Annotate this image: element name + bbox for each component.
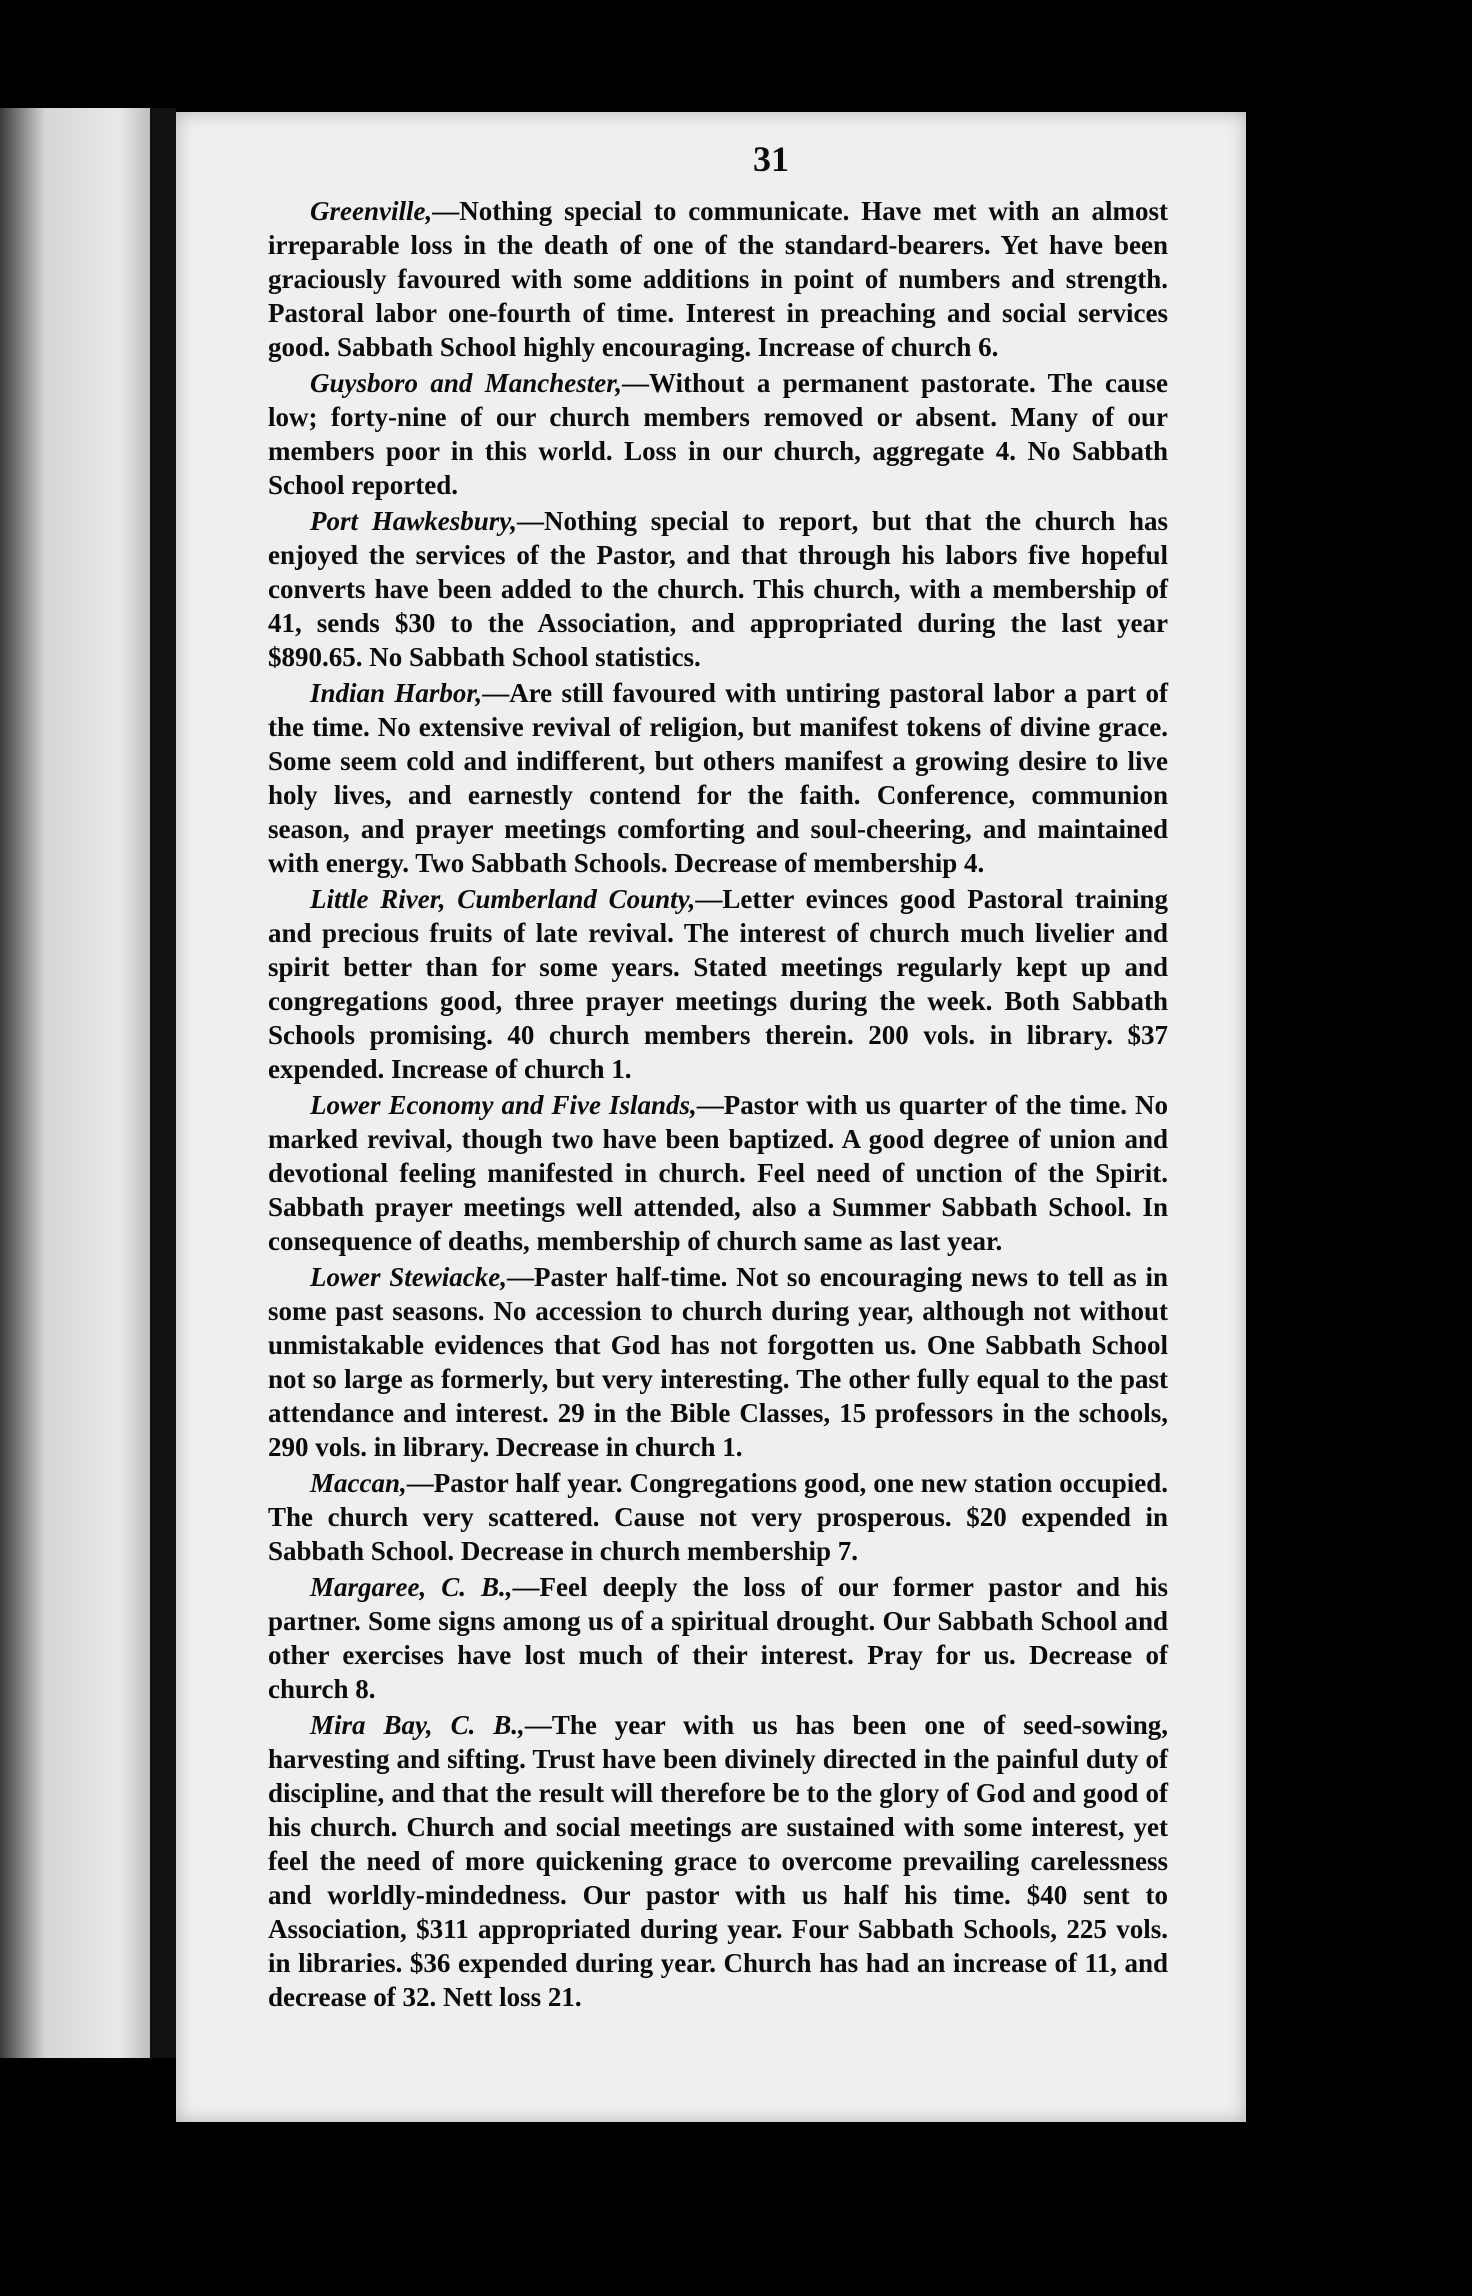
church-report-entry [268, 504, 1168, 674]
report-text: —Letter evinces good Pastoral training and precious fruits of late revival. The interest of church much livelier and spirit better than for some years. Stated meetings regularly kept up and congregations good, three prayer meetings during the week. Both Sabbath Schools promising. 40 church members therein. 200 vols. in library. $37 expended. Increase of church 1. [268, 884, 1168, 1084]
church-name: Greenville, [310, 196, 433, 226]
report-text: —Feel deeply the loss of our former pastor and his partner. Some signs among us of a spiritual drought. Our Sabbath School and other exercises have lost much of their interest. Pray for us. Decrease of church 8. [268, 1572, 1168, 1704]
report-text: —Pastor half year. Congregations good, one new station occupied. The church very scattered. Cause not very prosperous. $20 expended in Sabbath School. Decrease in church membership 7. [268, 1468, 1168, 1566]
page-number: 31 [753, 139, 789, 179]
church-name: Little River, Cumberland County, [310, 884, 696, 914]
church-name: Margaree, C. B., [310, 1572, 513, 1602]
report-text: —Without a permanent pastorate. The cause low; forty-nine of our church members removed or absent. Many of our members poor in this world. Loss in our church, aggregate 4. No Sabbath School reported. [268, 368, 1168, 500]
church-name: Mira Bay, C. B., [310, 1710, 525, 1740]
report-text: —Nothing special to communicate. Have met with an almost irreparable loss in the death of one of the standard-bearers. Yet have been graciously favoured with some additions in point of numbers and strength. Pastoral labor one-fourth of time. Interest in preaching and social services good. Sabbath School highly encouraging. Increase of church 6. [268, 196, 1168, 362]
church-report-entry [268, 1708, 1168, 2014]
church-name: Maccan, [310, 1468, 407, 1498]
church-report-entry [268, 1570, 1168, 1706]
report-body [268, 194, 1168, 2016]
church-name: Port Hawkesbury, [310, 506, 517, 536]
church-report-entry [268, 194, 1168, 364]
church-report-entry [268, 1088, 1168, 1258]
church-report-entry [268, 1260, 1168, 1464]
report-text: —Are still favoured with untiring pastoral labor a part of the time. No extensive revival of religion, but manifest tokens of divine grace. Some seem cold and indifferent, but others manifest a growing desire to live holy lives, and earnestly contend for the faith. Conference, communion season, and prayer meetings comforting and soul-cheering, and maintained with energy. Two Sabbath Schools. Decrease of membership 4. [268, 678, 1168, 878]
church-name: Lower Stewiacke, [310, 1262, 507, 1292]
church-report-entry [268, 366, 1168, 502]
book-gutter [150, 108, 176, 2058]
church-report-entry [268, 882, 1168, 1086]
report-text: —Nothing special to report, but that the church has enjoyed the services of the Pastor, and that through his labors five hopeful converts have been added to the church. This church, with a membership of 41, sends $30 to the Association, and appropriated during the last year $890.65. No Sabbath School statistics. [268, 506, 1168, 672]
church-name: Guysboro and Manchester, [310, 368, 622, 398]
church-name: Indian Harbor, [310, 678, 483, 708]
report-text: —The year with us has been one of seed-sowing, harvesting and sifting. Trust have been divinely directed in the painful duty of discipline, and that the result will therefore be to the glory of God and good of his church. Church and social meetings are sustained with some interest, yet feel the need of more quickening grace to overcome prevailing carelessness and worldly-mindedness. Our pastor with us half his time. $40 sent to Association, $311 appropriated during year. Four Sabbath Schools, 225 vols. in libraries. $36 expended during year. Church has had an increase of 11, and decrease of 32. Nett loss 21. [268, 1710, 1169, 2012]
church-name: Lower Economy and Five Islands, [310, 1090, 697, 1120]
document-page [176, 112, 1246, 2122]
church-report-entry [268, 676, 1168, 880]
report-text: —Pastor with us quarter of the time. No marked revival, though two have been baptized. A good degree of union and devotional feeling manifested in church. Feel need of unction of the Spirit. Sabbath prayer meetings well attended, also a Summer Sabbath School. In consequence of deaths, membership of church same as last year. [268, 1090, 1168, 1256]
facing-page-edge [0, 108, 150, 2058]
church-report-entry [268, 1466, 1168, 1568]
report-text: —Paster half-time. Not so encouraging news to tell as in some past seasons. No accession to church during year, although not without unmistakable evidences that God has not forgotten us. One Sabbath School not so large as formerly, but very interesting. The other fully equal to the past attendance and interest. 29 in the Bible Classes, 15 professors in the schools, 290 vols. in library. Decrease in church 1. [268, 1262, 1168, 1462]
